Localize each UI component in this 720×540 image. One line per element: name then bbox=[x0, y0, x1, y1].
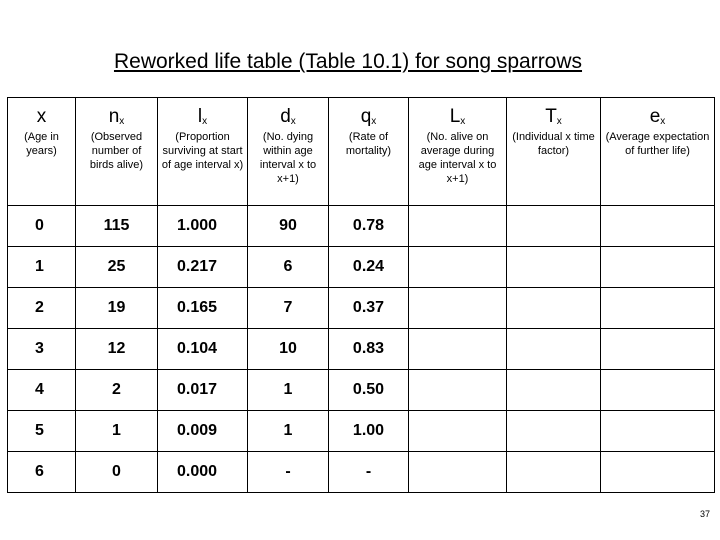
cell-x: 1 bbox=[8, 247, 76, 288]
cell-Tx bbox=[507, 288, 601, 329]
cell-dx: - bbox=[248, 452, 329, 493]
cell-dx: 7 bbox=[248, 288, 329, 329]
header-lx bbox=[158, 98, 248, 206]
header-description: (No. dying within age interval x to x+1) bbox=[259, 131, 317, 185]
cell-ex bbox=[601, 288, 715, 329]
cell-dx: 10 bbox=[248, 329, 329, 370]
cell-Lx bbox=[409, 288, 507, 329]
cell-ex bbox=[601, 247, 715, 288]
header-symbol: $e_x$ bbox=[649, 106, 666, 127]
header-description: (Individual x time factor) bbox=[512, 131, 595, 157]
cell-Tx bbox=[507, 452, 601, 493]
cell-x: 6 bbox=[8, 452, 76, 493]
header-description: (Rate of mortality) bbox=[345, 131, 392, 157]
table-row bbox=[8, 329, 715, 370]
life-table bbox=[7, 97, 715, 493]
cell-x: 0 bbox=[8, 206, 76, 247]
cell-lx: 0.017 bbox=[158, 370, 248, 411]
cell-lx: 0.000 bbox=[158, 452, 248, 493]
cell-x: 4 bbox=[8, 370, 76, 411]
header-Tx bbox=[507, 98, 601, 206]
cell-qx: 0.78 bbox=[329, 206, 409, 247]
header-symbol: x bbox=[36, 106, 47, 127]
cell-lx: 0.165 bbox=[158, 288, 248, 329]
header-symbol: $n_x$ bbox=[108, 106, 125, 127]
cell-nx: 19 bbox=[76, 288, 158, 329]
cell-qx: - bbox=[329, 452, 409, 493]
header-ex bbox=[601, 98, 715, 206]
table-row bbox=[8, 247, 715, 288]
cell-nx: 12 bbox=[76, 329, 158, 370]
cell-Tx bbox=[507, 247, 601, 288]
cell-lx: 1.000 bbox=[158, 206, 248, 247]
header-description: (Proportion surviving at start of age interval x) bbox=[161, 131, 244, 171]
cell-dx: 6 bbox=[248, 247, 329, 288]
header-symbol: $T_x$ bbox=[545, 106, 562, 127]
cell-Lx bbox=[409, 452, 507, 493]
cell-Lx bbox=[409, 206, 507, 247]
cell-dx: 1 bbox=[248, 370, 329, 411]
cell-dx: 1 bbox=[248, 411, 329, 452]
cell-nx: 115 bbox=[76, 206, 158, 247]
header-nx bbox=[76, 98, 158, 206]
page-number: 37 bbox=[700, 509, 711, 519]
cell-Tx bbox=[507, 411, 601, 452]
cell-x: 3 bbox=[8, 329, 76, 370]
table-row bbox=[8, 370, 715, 411]
header-Lx bbox=[409, 98, 507, 206]
cell-qx: 0.83 bbox=[329, 329, 409, 370]
cell-Lx bbox=[409, 370, 507, 411]
header-symbol: $q_x$ bbox=[360, 106, 377, 127]
cell-Tx bbox=[507, 206, 601, 247]
cell-qx: 1.00 bbox=[329, 411, 409, 452]
cell-dx: 90 bbox=[248, 206, 329, 247]
cell-qx: 0.24 bbox=[329, 247, 409, 288]
header-x bbox=[8, 98, 76, 206]
header-description: (No. alive on average during age interval x to x+1) bbox=[418, 131, 497, 185]
cell-nx: 0 bbox=[76, 452, 158, 493]
cell-Lx bbox=[409, 329, 507, 370]
header-row bbox=[8, 98, 715, 206]
header-symbol: $l_x$ bbox=[197, 106, 208, 127]
cell-ex bbox=[601, 411, 715, 452]
cell-ex bbox=[601, 370, 715, 411]
cell-Lx bbox=[409, 247, 507, 288]
header-dx bbox=[248, 98, 329, 206]
cell-ex bbox=[601, 452, 715, 493]
header-description: (Observed number of birds alive) bbox=[89, 131, 144, 171]
cell-nx: 2 bbox=[76, 370, 158, 411]
cell-lx: 0.104 bbox=[158, 329, 248, 370]
header-symbol: $d_x$ bbox=[280, 106, 296, 127]
cell-lx: 0.009 bbox=[158, 411, 248, 452]
header-description: (Age in years) bbox=[24, 131, 59, 157]
page-title: Reworked life table (Table 10.1) for song sparrows bbox=[113, 50, 583, 73]
cell-Tx bbox=[507, 329, 601, 370]
cell-x: 5 bbox=[8, 411, 76, 452]
header-symbol: $L_x$ bbox=[449, 106, 466, 127]
cell-nx: 25 bbox=[76, 247, 158, 288]
cell-qx: 0.37 bbox=[329, 288, 409, 329]
cell-lx: 0.217 bbox=[158, 247, 248, 288]
table-row bbox=[8, 206, 715, 247]
cell-Lx bbox=[409, 411, 507, 452]
table-row bbox=[8, 288, 715, 329]
table-row bbox=[8, 411, 715, 452]
table-row bbox=[8, 452, 715, 493]
cell-ex bbox=[601, 206, 715, 247]
header-qx bbox=[329, 98, 409, 206]
header-description: (Average expectation of further life) bbox=[605, 131, 710, 157]
cell-ex bbox=[601, 329, 715, 370]
cell-x: 2 bbox=[8, 288, 76, 329]
cell-qx: 0.50 bbox=[329, 370, 409, 411]
cell-nx: 1 bbox=[76, 411, 158, 452]
cell-Tx bbox=[507, 370, 601, 411]
